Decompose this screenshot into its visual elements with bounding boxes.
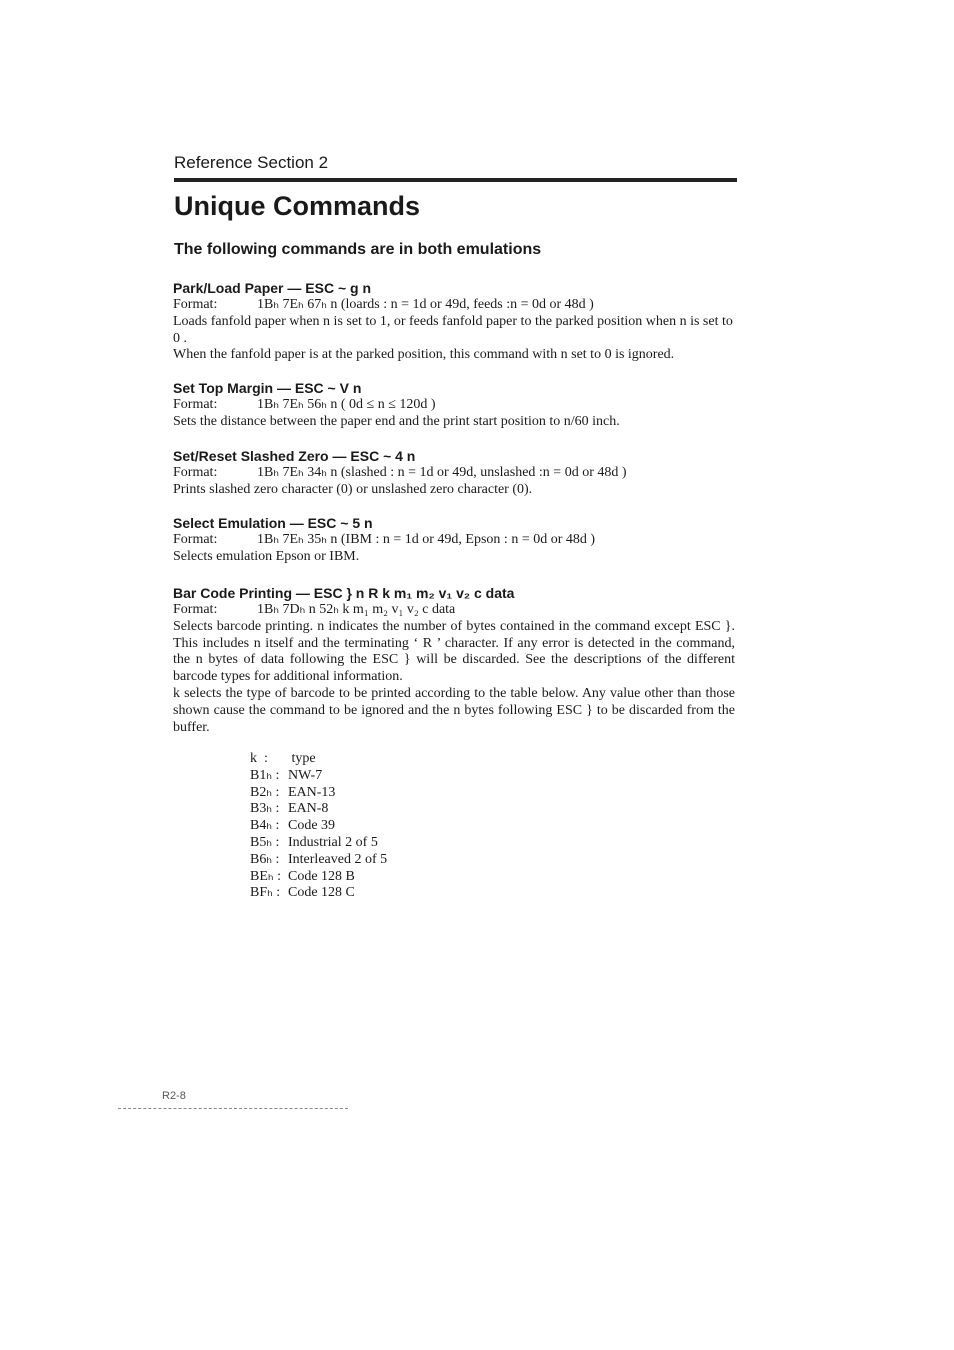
command-description: Selects barcode printing. n indicates the number of bytes contained in the command except ESC }. This includes n itself and the terminating ‘ R ’ character. If any error is detected in the command, the n bytes of data following the ESC } will be discarded. See the descriptions of the different barcode types for additional information. — [173, 618, 735, 685]
format-bytes: 1Bₕ 7Eₕ 56ₕ n ( 0d ≤ n ≤ 120d ) — [257, 397, 436, 412]
table-cell-type: Code 128 B — [288, 868, 355, 884]
intro-heading: The following commands are in both emulations — [174, 241, 542, 258]
format-label: Format: — [173, 602, 218, 617]
table-row — [250, 768, 387, 785]
format-bytes: 1Bₕ 7Eₕ 67ₕ n (loards : n = 1d or 49d, feeds :n = 0d or 48d ) — [257, 297, 594, 312]
table-header — [250, 751, 387, 768]
page-title: Unique Commands — [174, 191, 421, 221]
command-set-top-margin — [173, 379, 735, 431]
command-format — [173, 602, 735, 619]
table-row — [250, 818, 387, 835]
table-cell-k: k : — [250, 751, 268, 766]
command-description: Sets the distance between the paper end and the print start position to n/60 inch. — [173, 413, 620, 429]
table-cell-type: type — [291, 751, 316, 766]
format-label: Format: — [173, 397, 218, 412]
command-description: Prints slashed zero character (0) or unslashed zero character (0). — [173, 481, 533, 497]
table-cell-type: Code 39 — [288, 818, 336, 834]
command-heading: Set/Reset Slashed Zero — ESC ~ 4 n — [173, 448, 416, 464]
table-cell-k: BFₕ : — [250, 885, 281, 901]
table-cell-k: B5ₕ : — [250, 834, 280, 850]
header-rule — [174, 178, 737, 182]
command-bar-code-printing — [173, 584, 735, 736]
command-format — [173, 397, 735, 414]
format-bytes: 1Bₕ 7Dₕ n 52ₕ k m₁ m₂ v₁ v₂ c data — [257, 602, 456, 617]
page-number: R2-8 — [162, 1090, 186, 1102]
command-description: Selects emulation Epson or IBM. — [173, 548, 360, 564]
section-label: Reference Section 2 — [174, 153, 329, 172]
table-cell-type: Code 128 C — [288, 885, 355, 901]
table-row — [250, 835, 387, 852]
command-heading: Bar Code Printing — ESC } n R k m₁ m₂ v₁ v₂ c data — [173, 585, 515, 601]
table-row — [250, 869, 387, 886]
table-cell-k: B2ₕ : — [250, 784, 280, 800]
table-cell-k: B3ₕ : — [250, 801, 280, 817]
command-format — [173, 532, 735, 549]
format-label: Format: — [173, 297, 218, 312]
table-row — [250, 852, 387, 869]
command-select-emulation — [173, 514, 735, 566]
footer-rule — [118, 1108, 348, 1109]
command-heading: Park/Load Paper — ESC ~ g n — [173, 280, 372, 296]
command-format — [173, 465, 735, 482]
command-note: k selects the type of barcode to be printed according to the table below. Any value other than those shown cause the command to be ignored and the n bytes following ESC } to be discarded from the buffer. — [173, 685, 735, 735]
command-heading: Set Top Margin — ESC ~ V n — [173, 380, 362, 396]
command-format — [173, 297, 735, 314]
command-slashed-zero — [173, 447, 735, 499]
table-cell-k: BEₕ : — [250, 868, 281, 884]
table-cell-k: B1ₕ : — [250, 767, 280, 783]
table-row — [250, 885, 387, 902]
command-heading: Select Emulation — ESC ~ 5 n — [173, 515, 373, 531]
table-cell-type: EAN-13 — [288, 784, 336, 800]
table-row — [250, 801, 387, 818]
format-bytes: 1Bₕ 7Eₕ 34ₕ n (slashed : n = 1d or 49d, unslashed :n = 0d or 48d ) — [257, 465, 627, 480]
command-note: When the fanfold paper is at the parked position, this command with n set to 0 is ignored. — [173, 347, 675, 363]
barcode-type-table — [250, 751, 387, 902]
format-bytes: 1Bₕ 7Eₕ 35ₕ n (IBM : n = 1d or 49d, Epson : n = 0d or 48d ) — [257, 532, 596, 547]
table-cell-k: B4ₕ : — [250, 818, 280, 834]
format-label: Format: — [173, 465, 218, 480]
table-cell-type: Industrial 2 of 5 — [288, 834, 378, 850]
table-cell-type: NW-7 — [288, 767, 323, 783]
table-row — [250, 785, 387, 802]
command-description: Loads fanfold paper when n is set to 1, or feeds fanfold paper to the parked position when n is set to 0 . — [173, 313, 733, 346]
table-cell-type: Interleaved 2 of 5 — [288, 851, 388, 867]
table-cell-k: B6ₕ : — [250, 851, 280, 867]
table-cell-type: EAN-8 — [288, 801, 329, 817]
command-park-load-paper — [173, 279, 735, 364]
format-label: Format: — [173, 532, 218, 547]
